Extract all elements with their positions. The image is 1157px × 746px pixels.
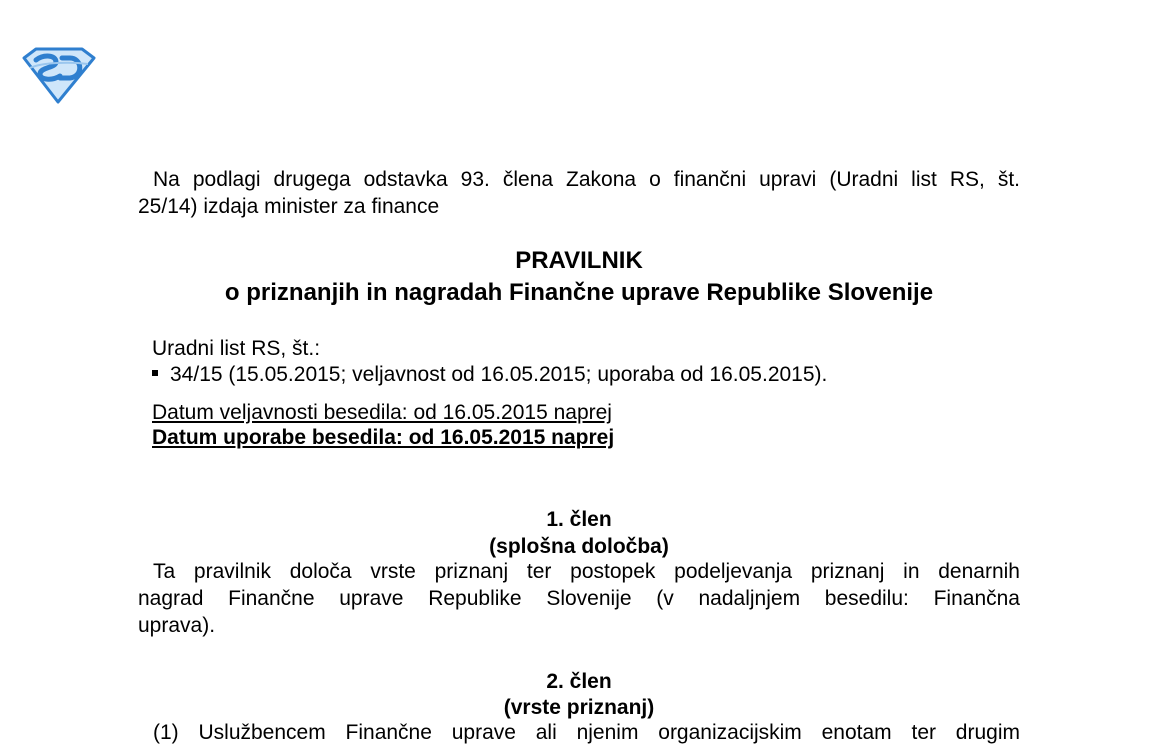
- intro-paragraph: [138, 166, 1020, 220]
- article-1-number: 1. člen: [546, 508, 612, 531]
- article-1-title: (splošna določba): [489, 535, 669, 558]
- application-date: Datum uporabe besedila: od 16.05.2015 naprej: [152, 426, 615, 449]
- bullet-icon: [152, 370, 158, 376]
- article-2-number: 2. člen: [546, 670, 612, 693]
- article-2-text: [138, 719, 1020, 746]
- publication-item: [152, 361, 1012, 388]
- article-1-line-1: Ta pravilnik določa vrste priznanj ter postopek podeljevanja priznanj in denarnih: [153, 560, 1020, 583]
- article-1-text: [138, 558, 1020, 639]
- article-1-line-2: nagrad Finančne uprave Republike Slovenije (v nadaljnjem besedilu: Finančna: [138, 587, 1020, 610]
- document-subtitle: o priznanjih in nagradah Finančne uprave Republike Slovenije: [224, 279, 934, 306]
- article-1-line-3: uprava).: [138, 614, 216, 637]
- publication-label: Uradni list RS, št.:: [152, 337, 321, 360]
- validity-date: Datum veljavnosti besedila: od 16.05.2015 naprej: [152, 401, 612, 424]
- publication-item-text: 34/15 (15.05.2015; veljavnost od 16.05.2015; uporaba od 16.05.2015).: [170, 363, 828, 386]
- intro-line-1: Na podlagi drugega odstavka 93. člena Zakona o finančni upravi (Uradni list RS, št.: [153, 168, 1020, 191]
- sd-logo: [22, 46, 96, 104]
- intro-line-2: 25/14) izdaja minister za finance: [138, 195, 440, 218]
- article-2-title: (vrste priznanj): [503, 696, 655, 719]
- document-title: PRAVILNIK: [515, 247, 643, 274]
- article-2-line-1: (1) Uslužbencem Finančne uprave ali njenim organizacijskim enotam ter drugim: [153, 721, 1020, 744]
